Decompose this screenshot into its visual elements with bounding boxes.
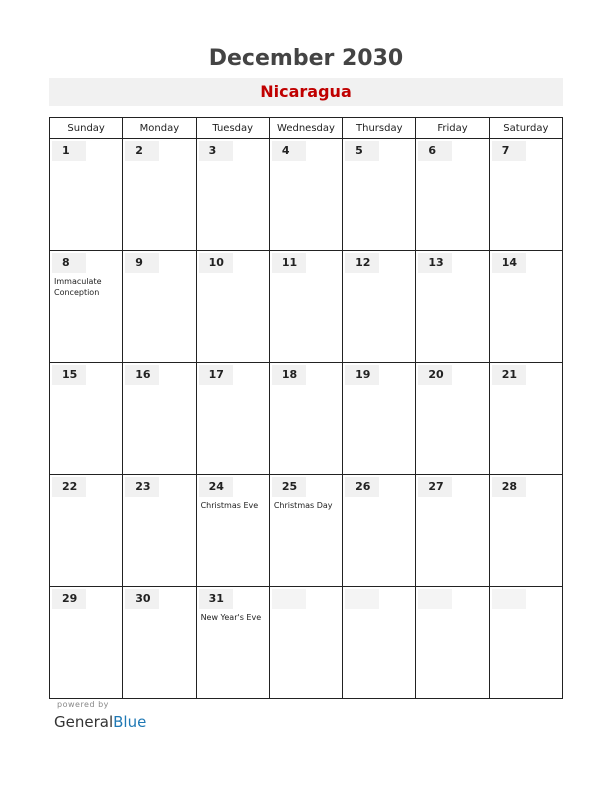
week-row bbox=[50, 363, 563, 475]
day-number: 8 bbox=[52, 253, 86, 273]
day-cell bbox=[343, 587, 416, 699]
generalblue-logo[interactable] bbox=[54, 713, 146, 731]
page-title: December 2030 bbox=[208, 46, 404, 71]
holiday-label: Christmas Eve bbox=[200, 501, 259, 510]
weekday-header-row bbox=[50, 118, 563, 139]
day-number: 24 bbox=[199, 477, 233, 497]
day-number: 29 bbox=[52, 589, 86, 609]
day-number: 12 bbox=[345, 253, 379, 273]
day-number: 21 bbox=[492, 365, 526, 385]
day-number: 30 bbox=[125, 589, 159, 609]
day-cell bbox=[416, 251, 489, 363]
weekday-friday: Friday bbox=[416, 118, 489, 139]
day-number: 25 bbox=[272, 477, 306, 497]
day-cell bbox=[123, 475, 196, 587]
week-row bbox=[50, 587, 563, 699]
day-cell bbox=[416, 475, 489, 587]
day-number: 20 bbox=[418, 365, 452, 385]
day-number: 26 bbox=[345, 477, 379, 497]
day-number: 23 bbox=[125, 477, 159, 497]
day-cell bbox=[196, 587, 269, 699]
day-cell bbox=[123, 251, 196, 363]
day-cell bbox=[343, 363, 416, 475]
day-cell bbox=[50, 363, 123, 475]
day-cell bbox=[123, 139, 196, 251]
holiday-label: New Year's Eve bbox=[200, 613, 262, 622]
week-row bbox=[50, 251, 563, 363]
day-number: 18 bbox=[272, 365, 306, 385]
day-cell bbox=[196, 251, 269, 363]
day-cell bbox=[50, 587, 123, 699]
day-number bbox=[492, 589, 526, 609]
weekday-thursday: Thursday bbox=[343, 118, 416, 139]
day-number bbox=[418, 589, 452, 609]
calendar-grid bbox=[49, 117, 563, 699]
weekday-tuesday: Tuesday bbox=[196, 118, 269, 139]
day-cell bbox=[269, 363, 342, 475]
day-number: 5 bbox=[345, 141, 379, 161]
week-row bbox=[50, 475, 563, 587]
day-number: 13 bbox=[418, 253, 452, 273]
day-number: 16 bbox=[125, 365, 159, 385]
day-number: 11 bbox=[272, 253, 306, 273]
holiday-label: Christmas Day bbox=[273, 501, 333, 510]
day-number bbox=[272, 589, 306, 609]
day-cell bbox=[50, 139, 123, 251]
powered-by-label: powered by bbox=[57, 700, 109, 709]
day-number: 17 bbox=[199, 365, 233, 385]
day-cell bbox=[489, 139, 562, 251]
country-name: Nicaragua bbox=[260, 82, 352, 101]
day-number: 14 bbox=[492, 253, 526, 273]
day-cell bbox=[489, 587, 562, 699]
day-number bbox=[345, 589, 379, 609]
day-number: 22 bbox=[52, 477, 86, 497]
day-number: 28 bbox=[492, 477, 526, 497]
day-cell bbox=[269, 139, 342, 251]
weekday-sunday: Sunday bbox=[50, 118, 123, 139]
day-cell bbox=[416, 139, 489, 251]
day-number: 1 bbox=[52, 141, 86, 161]
brand-general: General bbox=[54, 713, 114, 731]
day-number: 31 bbox=[199, 589, 233, 609]
day-cell bbox=[343, 475, 416, 587]
day-cell bbox=[123, 363, 196, 475]
day-cell bbox=[343, 139, 416, 251]
day-cell bbox=[269, 251, 342, 363]
day-number: 19 bbox=[345, 365, 379, 385]
holiday-label: Immaculate Conception bbox=[54, 277, 102, 297]
weekday-wednesday: Wednesday bbox=[269, 118, 342, 139]
day-cell bbox=[50, 475, 123, 587]
day-cell bbox=[416, 363, 489, 475]
country-banner bbox=[49, 78, 563, 106]
day-cell bbox=[123, 587, 196, 699]
day-number: 10 bbox=[199, 253, 233, 273]
week-row bbox=[50, 139, 563, 251]
day-number: 2 bbox=[125, 141, 159, 161]
day-cell bbox=[489, 475, 562, 587]
day-number: 27 bbox=[418, 477, 452, 497]
weekday-saturday: Saturday bbox=[489, 118, 562, 139]
day-cell bbox=[489, 363, 562, 475]
day-cell bbox=[489, 251, 562, 363]
day-number: 7 bbox=[492, 141, 526, 161]
day-cell bbox=[269, 475, 342, 587]
day-cell bbox=[269, 587, 342, 699]
weekday-monday: Monday bbox=[123, 118, 196, 139]
day-number: 9 bbox=[125, 253, 159, 273]
day-number: 3 bbox=[199, 141, 233, 161]
day-cell bbox=[416, 587, 489, 699]
day-number: 15 bbox=[52, 365, 86, 385]
brand-blue: Blue bbox=[113, 713, 147, 731]
day-cell bbox=[196, 363, 269, 475]
day-cell bbox=[196, 475, 269, 587]
day-number: 6 bbox=[418, 141, 452, 161]
day-number: 4 bbox=[272, 141, 306, 161]
day-cell bbox=[50, 251, 123, 363]
day-cell bbox=[196, 139, 269, 251]
day-cell bbox=[343, 251, 416, 363]
